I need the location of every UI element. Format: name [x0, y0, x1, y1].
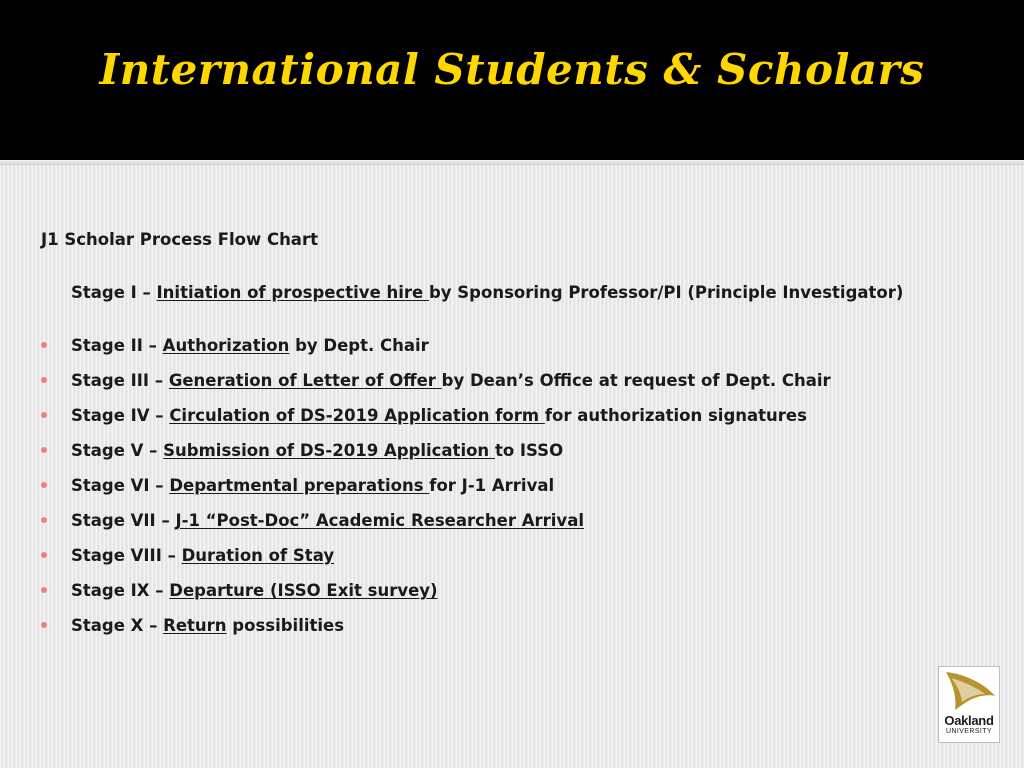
logo-subtitle: UNIVERSITY — [945, 728, 992, 735]
stage-link[interactable]: Departure (ISSO Exit survey) — [169, 581, 438, 600]
stage-label: Stage VI – — [71, 476, 170, 495]
stage-label: Stage VIII – — [71, 546, 182, 565]
stage-description: possibilities — [226, 616, 345, 635]
stage-item — [0, 477, 1024, 512]
stage-link[interactable]: Submission of DS-2019 Application — [163, 441, 495, 460]
stage-link[interactable]: Return — [163, 616, 227, 635]
sail-icon — [943, 670, 997, 712]
stage-link[interactable]: Duration of Stay — [181, 546, 335, 565]
bullet-icon — [41, 552, 47, 558]
bullet-icon — [41, 587, 47, 593]
stage-description: to ISSO — [494, 441, 564, 460]
stage-link[interactable]: Circulation of DS-2019 Application form — [169, 406, 545, 425]
stage-label: Stage II – — [71, 336, 163, 355]
stage-label: Stage III – — [71, 371, 169, 390]
bullet-icon — [41, 447, 47, 453]
stage-list — [0, 284, 1024, 652]
stage-item — [0, 582, 1024, 617]
stage-label: Stage X – — [71, 616, 164, 635]
stage-label: Stage V – — [71, 441, 164, 460]
stage-item — [0, 512, 1024, 547]
stage-item — [0, 407, 1024, 442]
stage-description: for authorization signatures — [544, 406, 807, 425]
stage-item — [0, 284, 1024, 337]
stage-description: by Dean’s Office at request of Dept. Chair — [441, 371, 831, 390]
bullet-icon — [41, 622, 47, 628]
stage-link[interactable]: J-1 “Post-Doc” Academic Researcher Arrival — [175, 511, 584, 530]
stage-link[interactable]: Departmental preparations — [169, 476, 430, 495]
stage-item — [0, 547, 1024, 582]
stage-link[interactable]: Authorization — [162, 336, 290, 355]
slide-title: International Students & Scholars — [99, 44, 925, 94]
stage-link[interactable]: Generation of Letter of Offer — [168, 371, 442, 390]
stage-description: by Dept. Chair — [289, 336, 429, 355]
stage-item — [0, 337, 1024, 372]
title-bar — [0, 0, 1024, 160]
stage-item — [0, 372, 1024, 407]
bullet-icon — [41, 482, 47, 488]
section-heading: J1 Scholar Process Flow Chart — [41, 230, 318, 249]
bullet-icon — [41, 517, 47, 523]
stage-item — [0, 442, 1024, 477]
stage-label: Stage VII – — [71, 511, 176, 530]
stage-description: for J-1 Arrival — [429, 476, 555, 495]
stage-item — [0, 617, 1024, 652]
bullet-icon — [41, 342, 47, 348]
stage-description: by Sponsoring Professor/PI (Principle Investigator) — [428, 283, 904, 302]
bullet-icon — [41, 377, 47, 383]
stage-label: Stage IV – — [71, 406, 170, 425]
university-logo — [938, 666, 1000, 743]
stage-label: Stage I – — [71, 283, 157, 302]
stage-link[interactable]: Initiation of prospective hire — [156, 283, 429, 302]
bullet-icon — [41, 412, 47, 418]
logo-wordmark: Oakland — [944, 713, 994, 728]
stage-label: Stage IX – — [71, 581, 170, 600]
title-divider — [0, 160, 1024, 165]
